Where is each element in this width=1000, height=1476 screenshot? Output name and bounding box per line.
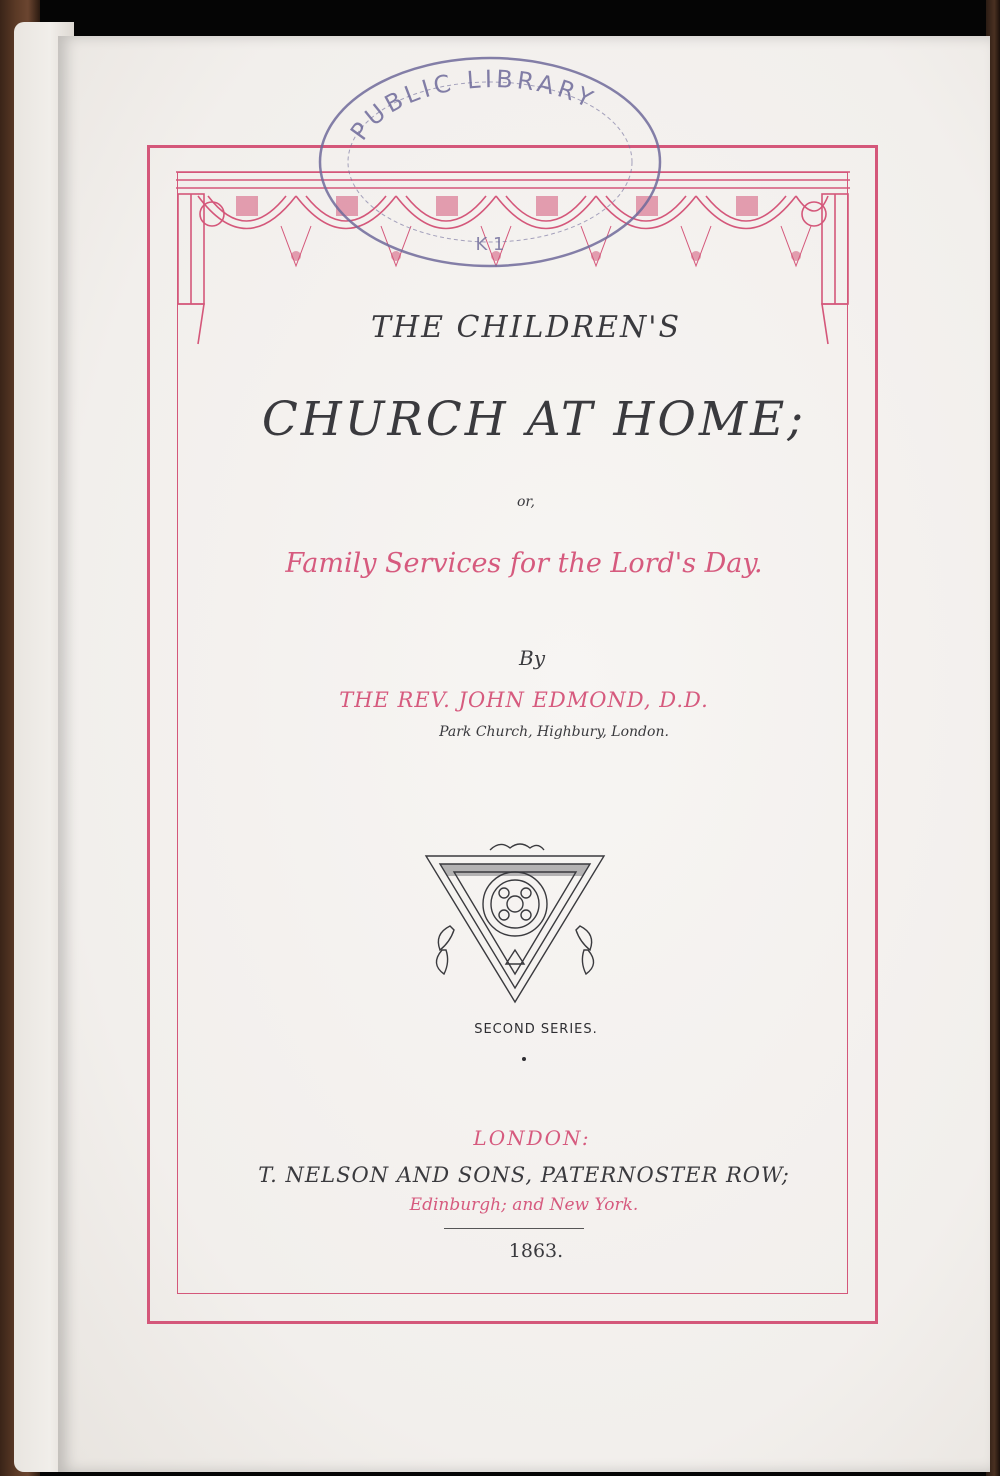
stamp-mark: K 1 [475, 234, 505, 255]
publication-year: 1863. [508, 1240, 564, 1262]
title-line2: CHURCH AT HOME; [261, 392, 807, 447]
by-line: By [519, 646, 545, 670]
title-or: or, [516, 494, 536, 510]
publisher-name: T. NELSON AND SONS, PATERNOSTER ROW; [258, 1163, 790, 1187]
svg-text:PUBLIC LIBRARY [345, 65, 601, 145]
library-stamp-icon [314, 50, 666, 270]
subtitle: Family Services for the Lord's Day. [285, 548, 763, 579]
triangle-rosette-icon [420, 838, 610, 1008]
publisher-cities: Edinburgh; and New York. [409, 1195, 639, 1215]
title-line1: THE CHILDREN'S [370, 310, 682, 345]
divider-rule [444, 1228, 584, 1229]
imprint-place: LONDON: [473, 1126, 591, 1150]
stamp-text: PUBLIC LIBRARY [344, 64, 601, 146]
author-affiliation: Park Church, Highbury, London. [439, 724, 669, 740]
dot-ornament [522, 1057, 526, 1061]
series-label: SECOND SERIES. [474, 1022, 598, 1037]
author-name: THE REV. JOHN EDMOND, D.D. [339, 688, 709, 712]
